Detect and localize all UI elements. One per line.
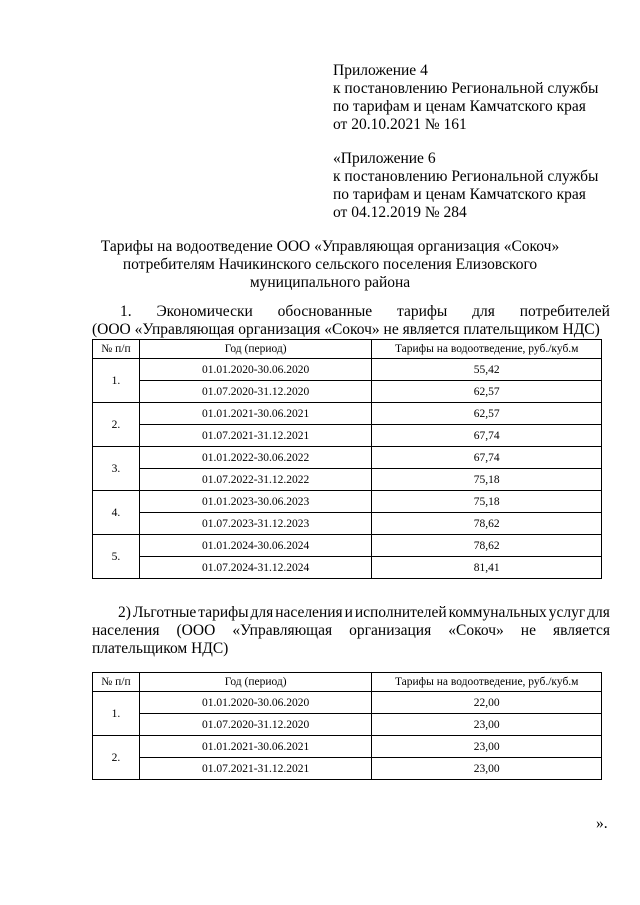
section2-line3: плательщиком НДС) [92, 640, 229, 657]
appendix-line: к постановлению Региональной службы [333, 168, 599, 185]
period-cell: 01.07.2020-31.12.2020 [139, 381, 372, 403]
period-cell: 01.01.2020-30.06.2020 [139, 692, 372, 714]
section2-word: исполнителей [354, 604, 447, 621]
section2-word: услуг [548, 604, 586, 621]
tariff-cell: 67,74 [372, 447, 602, 469]
table-row [93, 535, 602, 557]
header-tariff: Тарифы на водоотведение, руб./куб.м [372, 673, 602, 692]
tariff-cell: 75,18 [372, 469, 602, 491]
tariff-cell: 55,42 [372, 359, 602, 381]
section1-word: потребителей [519, 303, 610, 320]
tariff-cell: 23,00 [372, 714, 602, 736]
tariff-cell: 81,41 [372, 557, 602, 579]
section2-word: населения [92, 622, 160, 639]
row-number: 2. [93, 403, 140, 447]
section1-word: для [472, 303, 495, 320]
table-row [93, 447, 602, 469]
section2-word: для [587, 604, 610, 621]
table-row [93, 359, 602, 381]
header-number: № п/п [93, 340, 140, 359]
section1-word: Экономически [156, 303, 253, 320]
row-number: 2. [93, 736, 140, 780]
tariff-cell: 75,18 [372, 491, 602, 513]
appendix-line: к постановлению Региональной службы [333, 80, 599, 97]
table-row [93, 714, 602, 736]
tariff-cell: 62,57 [372, 403, 602, 425]
closing-quote-mark: ». [596, 815, 608, 832]
table-row [93, 692, 602, 714]
period-cell: 01.01.2024-30.06.2024 [139, 535, 372, 557]
tariff-cell: 62,57 [372, 381, 602, 403]
section2-word: «Сокоч» [448, 622, 504, 639]
tariff-cell: 23,00 [372, 736, 602, 758]
period-cell: 01.01.2021-30.06.2021 [139, 736, 372, 758]
appendix-line: «Приложение 6 [333, 150, 436, 167]
title-line: потребителям Начикинского сельского поселения Елизовского [122, 256, 538, 273]
section2-heading [92, 604, 610, 658]
section1-line1 [92, 303, 610, 321]
appendix-line: от 20.10.2021 № 161 [333, 116, 467, 133]
period-cell: 01.07.2024-31.12.2024 [139, 557, 372, 579]
table-row [93, 491, 602, 513]
appendix-current-header [333, 62, 633, 134]
tariff-table-economic [92, 339, 602, 579]
table-header-row [93, 340, 602, 359]
section2-word: и [344, 604, 353, 621]
period-cell: 01.07.2021-31.12.2021 [139, 758, 372, 780]
period-cell: 01.01.2021-30.06.2021 [139, 403, 372, 425]
table-row [93, 758, 602, 780]
tariff-cell: 67,74 [372, 425, 602, 447]
period-cell: 01.07.2022-31.12.2022 [139, 469, 372, 491]
period-cell: 01.01.2022-30.06.2022 [139, 447, 372, 469]
section1-word: тарифы [397, 303, 448, 320]
table-row [93, 513, 602, 535]
section2-line2 [92, 622, 610, 640]
section2-word: является [553, 622, 610, 639]
section2-word: населения [275, 604, 343, 621]
table-row [93, 557, 602, 579]
section2-word: 2) [118, 604, 131, 621]
section1-word: обоснованные [277, 303, 373, 320]
appendix-line: по тарифам и ценам Камчатского края [333, 186, 586, 203]
table-row [93, 425, 602, 447]
tariff-cell: 22,00 [372, 692, 602, 714]
section1-line2: (ООО «Управляющая организация «Сокоч» не является плательщиком НДС) [92, 321, 600, 338]
header-number: № п/п [93, 673, 140, 692]
title-line: муниципального района [249, 274, 411, 291]
tariff-cell: 78,62 [372, 535, 602, 557]
appendix-previous-header [333, 150, 633, 222]
row-number: 3. [93, 447, 140, 491]
section2-word: коммунальных [448, 604, 547, 621]
section1-heading [92, 303, 610, 339]
appendix-line: Приложение 4 [333, 62, 428, 79]
header-tariff: Тарифы на водоотведение, руб./куб.м [372, 340, 602, 359]
header-period: Год (период) [139, 340, 372, 359]
section2-word: (ООО [176, 622, 216, 639]
period-cell: 01.07.2020-31.12.2020 [139, 714, 372, 736]
section2-word: тарифы [198, 604, 249, 621]
appendix-line: от 04.12.2019 № 284 [333, 204, 467, 221]
period-cell: 01.07.2021-31.12.2021 [139, 425, 372, 447]
section2-word: «Управляющая [232, 622, 333, 639]
tariff-table-preferential [92, 672, 602, 780]
period-cell: 01.07.2023-31.12.2023 [139, 513, 372, 535]
period-cell: 01.01.2023-30.06.2023 [139, 491, 372, 513]
section2-word: для [250, 604, 274, 621]
table-header-row [93, 673, 602, 692]
table-row [93, 403, 602, 425]
section2-word: не [520, 622, 536, 639]
section2-line1 [92, 604, 610, 622]
section1-word: 1. [120, 303, 132, 320]
section2-word: Льготные [132, 604, 197, 621]
header-period: Год (период) [139, 673, 372, 692]
row-number: 5. [93, 535, 140, 579]
row-number: 4. [93, 491, 140, 535]
document-title [60, 238, 600, 292]
table-row [93, 736, 602, 758]
table-row [93, 381, 602, 403]
table-row [93, 469, 602, 491]
title-line: Тарифы на водоотведение ООО «Управляющая организация «Сокоч» [100, 238, 560, 255]
tariff-cell: 23,00 [372, 758, 602, 780]
period-cell: 01.01.2020-30.06.2020 [139, 359, 372, 381]
row-number: 1. [93, 359, 140, 403]
section2-word: организация [349, 622, 432, 639]
appendix-line: по тарифам и ценам Камчатского края [333, 98, 586, 115]
row-number: 1. [93, 692, 140, 736]
tariff-cell: 78,62 [372, 513, 602, 535]
